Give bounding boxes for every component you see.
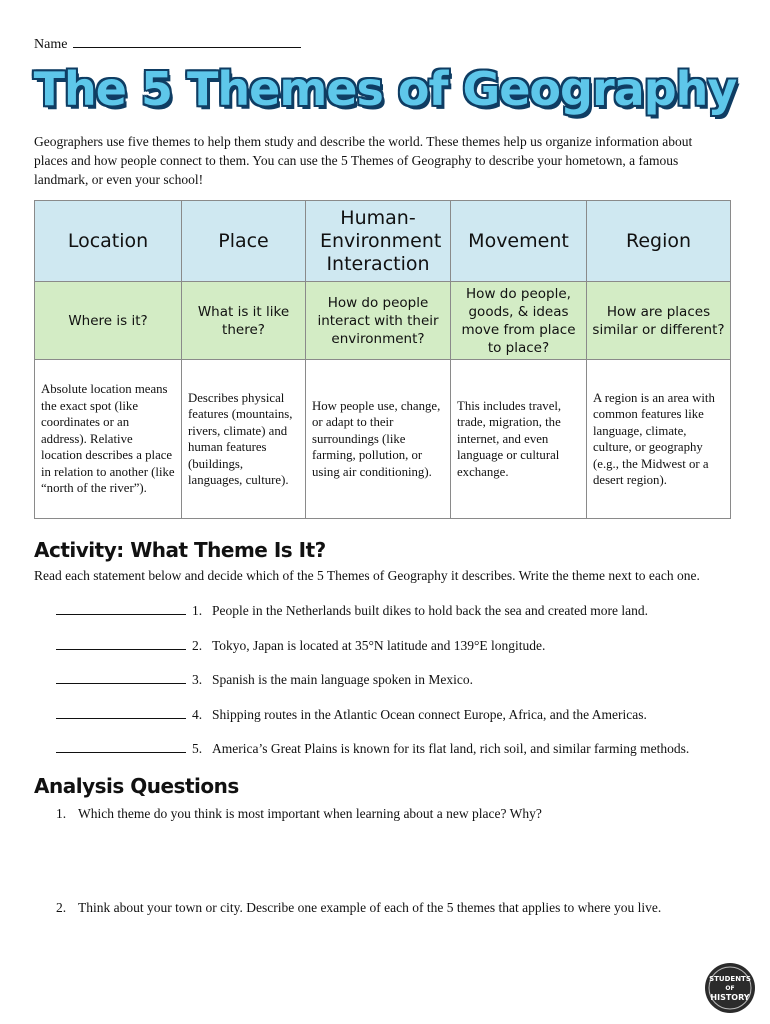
statement-text: Spanish is the main language spoken in Mexico. [212,672,473,687]
question-number: 2. [56,900,67,915]
theme-desc-movement: This includes travel, trade, migration, the internet, and even language or cultural exchange. [451,360,587,519]
statement-text: People in the Netherlands built dikes to hold back the sea and created more land. [212,603,648,618]
intro-paragraph: Geographers use five themes to help them study and describe the world. These themes help us organize information about places and how people connect to them. You can use the 5 Themes of Geography to describe your hometown, a famous landmark, or even your school! [34,134,693,187]
theme-question-hei: How do people interact with their environment? [306,282,451,360]
activity-instructions: Read each statement below and decide which of the 5 Themes of Geography it describes. Write the theme next to each one. [34,568,700,583]
theme-header-place: Place [182,201,306,282]
students-of-history-logo [704,962,756,1014]
theme-desc-region: A region is an area with common features like language, climate, culture, or geography (e.g., the Midwest or a desert region). [587,360,731,519]
question-number: 1. [56,806,67,821]
statement-number: 2. [192,638,203,653]
name-blank[interactable] [73,34,301,48]
name-field [34,34,301,53]
activity-statement [56,740,689,757]
logo-text-line1: STUDENTS [709,975,751,983]
answer-blank[interactable] [56,602,186,615]
statement-number: 5. [192,741,203,756]
question-text: Think about your town or city. Describe one example of each of the 5 themes that applies to where you live. [78,900,662,915]
theme-question-region: How are places similar or different? [587,282,731,360]
theme-header-hei: Human-Environment Interaction [306,201,451,282]
theme-header-movement: Movement [451,201,587,282]
activity-statement [56,706,647,723]
theme-header-region: Region [587,201,731,282]
statement-number: 1. [192,603,203,618]
statement-text: America’s Great Plains is known for its flat land, rich soil, and similar farming methods. [212,741,690,756]
theme-question-location: Where is it? [35,282,182,360]
theme-question-movement: How do people, goods, & ideas move from place to place? [451,282,587,360]
themes-table [34,200,731,519]
question-text: Which theme do you think is most important when learning about a new place? Why? [78,806,542,821]
activity-statement [56,671,473,688]
statement-number: 3. [192,672,203,687]
activity-statement [56,602,648,619]
theme-desc-place: Describes physical features (mountains, rivers, climate) and human features (buildings, languages, culture). [182,360,306,519]
statement-number: 4. [192,707,203,722]
page-title: The 5 Themes of Geography [33,62,737,116]
theme-question-place: What is it like there? [182,282,306,360]
theme-desc-hei: How people use, change, or adapt to their surroundings (like farming, pollution, or using air conditioning). [306,360,451,519]
statement-text: Shipping routes in the Atlantic Ocean connect Europe, Africa, and the Americas. [212,707,647,722]
activity-statement [56,637,545,654]
theme-header-location: Location [35,201,182,282]
name-label: Name [34,37,68,52]
answer-blank[interactable] [56,706,186,719]
logo-text-line3: HISTORY [710,993,750,1002]
analysis-question [56,900,661,916]
statement-text: Tokyo, Japan is located at 35°N latitude and 139°E longitude. [212,638,546,653]
answer-blank[interactable] [56,637,186,650]
activity-heading: Activity: What Theme Is It? [34,538,326,562]
answer-blank[interactable] [56,740,186,753]
theme-desc-location: Absolute location means the exact spot (like coordinates or an address). Relative location describes a place in relation to another (like “north of the river”). [35,360,182,519]
logo-text-line2: OF [725,985,735,992]
analysis-question [56,806,542,822]
analysis-heading: Analysis Questions [34,774,239,798]
answer-blank[interactable] [56,671,186,684]
